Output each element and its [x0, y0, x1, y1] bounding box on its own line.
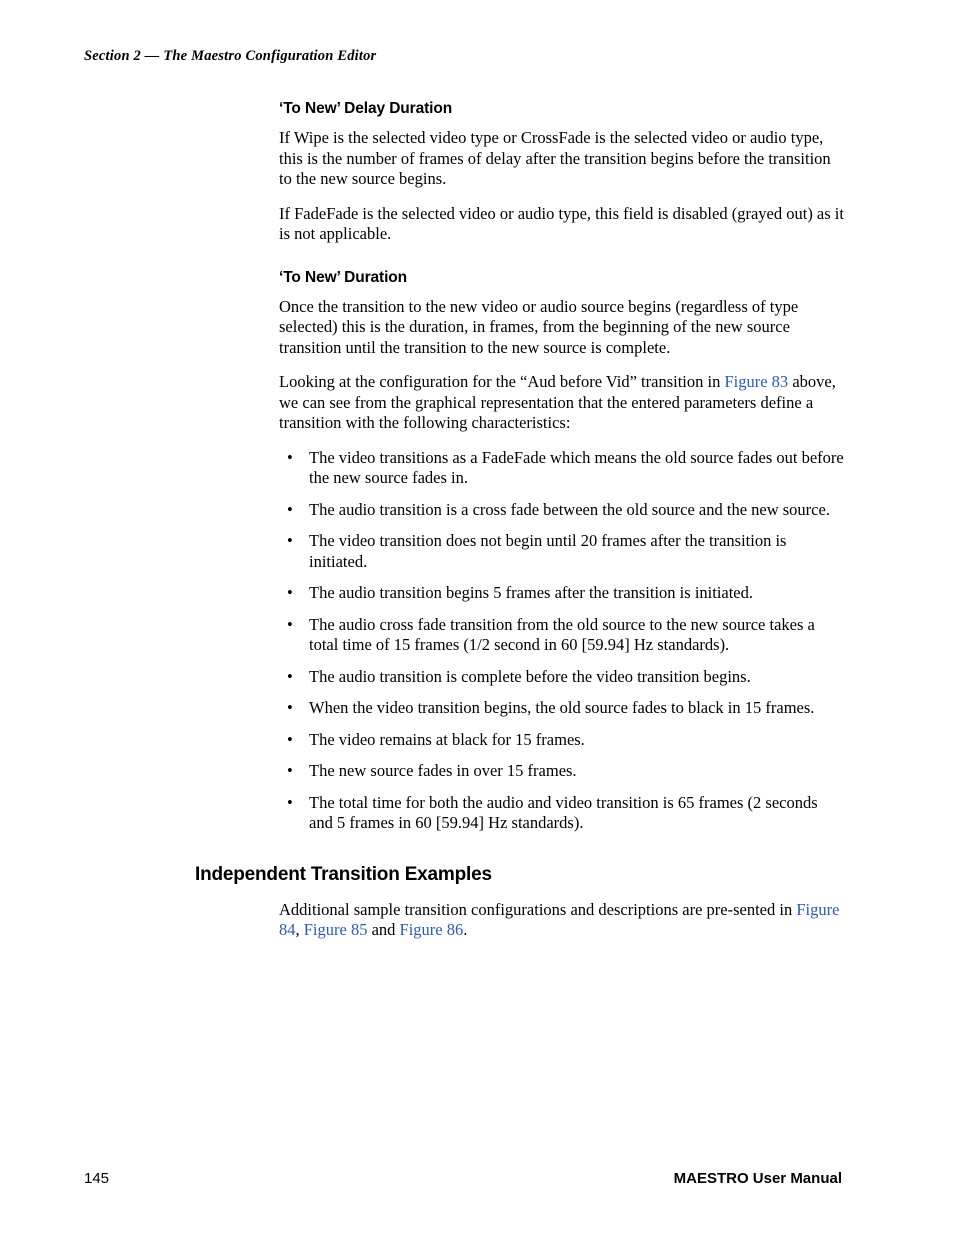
bullet-glyph: •: [287, 583, 293, 602]
body-column: [279, 100, 845, 834]
separator-comma: ,: [295, 920, 304, 939]
list-item: [279, 448, 845, 489]
list-item-text: The audio transition is a cross fade between the old source and the new source.: [309, 499, 830, 519]
paragraph-additional-samples-lead: Additional sample transition configurations and descriptions are pre-sented in: [279, 899, 797, 919]
paragraph-figure-reference: [279, 372, 845, 434]
list-item: [279, 500, 845, 521]
bullet-glyph: •: [287, 447, 293, 467]
sentence-period: .: [463, 920, 468, 939]
heading-to-new-duration: ‘To New’ Duration: [279, 268, 408, 286]
heading-to-new-delay-duration: ‘To New’ Delay Duration: [279, 100, 453, 117]
footer-page-number: 145: [84, 1170, 110, 1187]
list-item-text: The video remains at black for 15 frames.: [309, 729, 585, 749]
section-heading-wrap: [195, 864, 875, 886]
paragraph-figure-reference-tail: above, we can see from the graphical representation that the entered parameters define a transition with the following characteristics:: [279, 372, 836, 432]
bullet-glyph: •: [287, 761, 293, 780]
list-item-text: The video transitions as a FadeFade which means the old source fades out before the new source fades in.: [309, 447, 844, 487]
link-figure-86[interactable]: Figure 86: [399, 920, 464, 939]
footer-manual-title: MAESTRO User Manual: [673, 1170, 842, 1187]
list-item: [279, 730, 845, 751]
bullet-glyph: •: [287, 499, 293, 519]
paragraph-additional-samples: [279, 900, 845, 941]
list-item: [279, 698, 845, 719]
heading-independent-transition-examples: Independent Transition Examples: [195, 863, 492, 885]
paragraph-figure-reference-lead: Looking at the configuration for the “Aud before Vid” transition in: [279, 372, 725, 391]
paragraph-wipe-crossfade: If Wipe is the selected video type or CrossFade is the selected video or audio type, this is the number of frames of delay after the transition begins before the transition to the new source begins.: [279, 128, 831, 188]
separator-and: and: [367, 920, 400, 939]
running-header: Section 2 — The Maestro Configuration Editor: [84, 48, 377, 64]
paragraph-fadefade-disabled: If FadeFade is the selected video or audio type, this field is disabled (grayed out) as it is not applicable.: [279, 203, 844, 243]
list-item-text: The total time for both the audio and video transition is 65 frames (2 seconds and 5 frames in 60 [59.94] Hz standards).: [309, 792, 818, 832]
list-item-text: The audio transition begins 5 frames after the transition is initiated.: [309, 583, 754, 602]
link-figure-84[interactable]: Figure 84: [279, 899, 840, 939]
list-item: [279, 615, 845, 656]
link-figure-83[interactable]: Figure 83: [724, 372, 789, 391]
list-item: [279, 761, 845, 782]
bullet-glyph: •: [287, 531, 293, 550]
paragraph-duration-description: Once the transition to the new video or audio source begins (regardless of type selected) this is the duration, in frames, from the beginning of the new source transition until the transition to the new source is complete.: [279, 296, 799, 357]
bullet-glyph: •: [287, 729, 293, 749]
list-item-text: When the video transition begins, the old source fades to black in 15 frames.: [309, 698, 815, 717]
list-item-text: The video transition does not begin until 20 frames after the transition is initiated.: [309, 531, 787, 571]
list-item: [279, 583, 845, 604]
bullet-glyph: •: [287, 614, 293, 634]
bullet-glyph: •: [287, 698, 293, 717]
body-column-2: [279, 900, 845, 941]
list-item: [279, 667, 845, 688]
list-item: [279, 531, 845, 572]
list-item: [279, 793, 845, 834]
link-figure-85[interactable]: Figure 85: [303, 920, 368, 939]
bullet-glyph: •: [287, 792, 293, 812]
page-content: [195, 100, 875, 955]
characteristics-list: [279, 448, 845, 834]
list-item-text: The audio transition is complete before the video transition begins.: [309, 666, 751, 686]
list-item-text: The new source fades in over 15 frames.: [309, 761, 577, 780]
bullet-glyph: •: [287, 666, 293, 686]
list-item-text: The audio cross fade transition from the old source to the new source takes a total time of 15 frames (1/2 second in 60 [59.94] Hz standards).: [309, 614, 815, 654]
